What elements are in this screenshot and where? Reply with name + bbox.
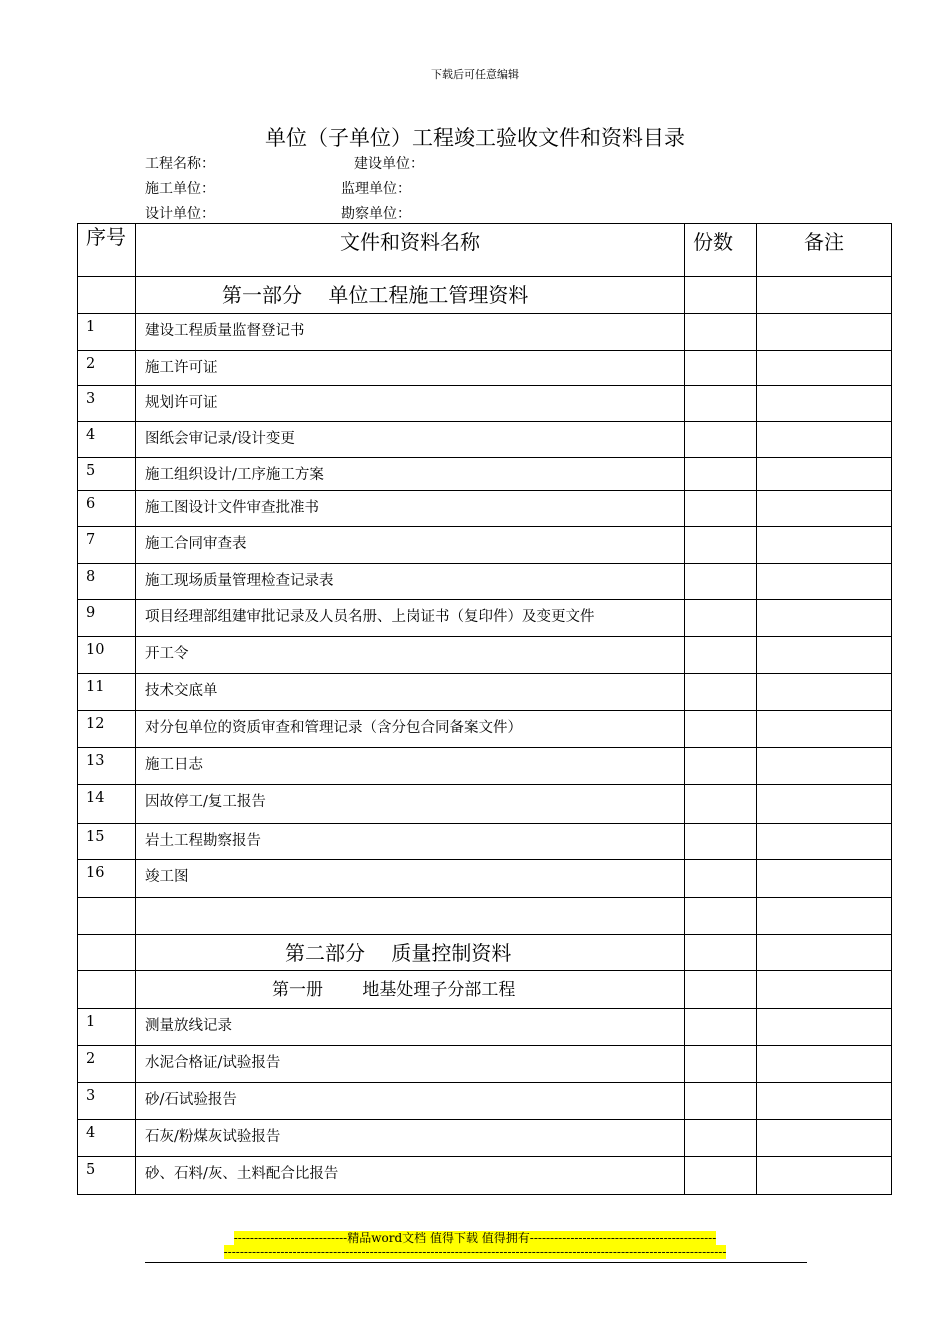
surveyor-label: 勘察单位：	[341, 206, 411, 222]
part1-row-name: 施工组织设计/工序施工方案	[136, 458, 685, 491]
part1-row-no: 4	[78, 422, 136, 458]
part2-row-no: 1	[78, 1009, 136, 1046]
table-row	[78, 527, 892, 564]
table-row	[78, 564, 892, 600]
table-row	[78, 1083, 892, 1120]
supervisor-label: 监理单位：	[341, 181, 411, 197]
remark-cell	[757, 422, 892, 458]
table-row	[78, 491, 892, 527]
blank-name-cell	[136, 898, 685, 935]
table-row	[78, 351, 892, 386]
table-row	[78, 600, 892, 637]
remark-cell	[757, 785, 892, 824]
table-row	[78, 1157, 892, 1195]
remark-cell	[757, 1009, 892, 1046]
part2-row-name: 水泥合格证/试验报告	[136, 1046, 685, 1083]
header-count: 份数	[685, 224, 757, 277]
header-name: 文件和资料名称	[136, 224, 685, 277]
document-table	[77, 223, 892, 1195]
remark-cell	[757, 824, 892, 860]
part1-row-no: 10	[78, 637, 136, 674]
table-row	[78, 637, 892, 674]
table-row	[78, 314, 892, 351]
header-remark: 备注	[757, 224, 892, 277]
part1-row-name: 施工现场质量管理检查记录表	[136, 564, 685, 600]
remark-cell	[757, 277, 892, 314]
section-no-cell	[78, 971, 136, 1009]
count-cell	[685, 1009, 757, 1046]
count-cell	[685, 386, 757, 422]
part1-row-name: 施工许可证	[136, 351, 685, 386]
part1-row-no: 8	[78, 564, 136, 600]
part1-row-name: 规划许可证	[136, 386, 685, 422]
table-row	[78, 1009, 892, 1046]
count-cell	[685, 971, 757, 1009]
remark-cell	[757, 314, 892, 351]
remark-cell	[757, 935, 892, 971]
part1-row-name: 技术交底单	[136, 674, 685, 711]
part1-row-name: 项目经理部组建审批记录及人员名册、上岗证书（复印件）及变更文件	[136, 600, 685, 637]
count-cell	[685, 637, 757, 674]
footer-line-1	[0, 1229, 950, 1246]
count-cell	[685, 935, 757, 971]
count-cell	[685, 491, 757, 527]
blank-no-cell	[78, 898, 136, 935]
part1-row-name: 建设工程质量监督登记书	[136, 314, 685, 351]
part1-row-no: 3	[78, 386, 136, 422]
footer-highlight-2: ----------------------------------------------------------------------------------------------------------------------------	[223, 1245, 727, 1259]
remark-cell	[757, 748, 892, 785]
part1-row-no: 1	[78, 314, 136, 351]
volume1-section-row	[78, 971, 892, 1009]
part1-row-name: 岩土工程勘察报告	[136, 824, 685, 860]
part2-row-name: 砂/石试验报告	[136, 1083, 685, 1120]
part1-row-name: 施工合同审查表	[136, 527, 685, 564]
count-cell	[685, 277, 757, 314]
remark-cell	[757, 564, 892, 600]
table-row	[78, 458, 892, 491]
section-no-cell	[78, 935, 136, 971]
part1-section-row	[78, 277, 892, 314]
part1-row-no: 7	[78, 527, 136, 564]
table-row	[78, 1046, 892, 1083]
count-cell	[685, 600, 757, 637]
header-note: 下载后可任意编辑	[431, 68, 519, 81]
part2-row-no: 5	[78, 1157, 136, 1195]
footer-highlight-1: ----------------------------精品word文档 值得下载 值得拥有----------------------------------------------	[233, 1231, 717, 1245]
count-cell	[685, 711, 757, 748]
part1-row-no: 5	[78, 458, 136, 491]
remark-cell	[757, 637, 892, 674]
table-row	[78, 824, 892, 860]
part1-row-no: 9	[78, 600, 136, 637]
meta-row-3	[145, 203, 411, 223]
count-cell	[685, 458, 757, 491]
count-cell	[685, 1120, 757, 1157]
count-cell	[685, 824, 757, 860]
remark-cell	[757, 386, 892, 422]
count-cell	[685, 422, 757, 458]
blank-remark-cell	[757, 898, 892, 935]
count-cell	[685, 564, 757, 600]
part1-row-no: 12	[78, 711, 136, 748]
remark-cell	[757, 600, 892, 637]
meta-row-1	[145, 153, 424, 173]
part1-row-name: 开工令	[136, 637, 685, 674]
footer-rule	[145, 1262, 807, 1263]
table-row	[78, 1120, 892, 1157]
remark-cell	[757, 1046, 892, 1083]
part1-row-name: 图纸会审记录/设计变更	[136, 422, 685, 458]
remark-cell	[757, 1157, 892, 1195]
remark-cell	[757, 458, 892, 491]
document-title: 单位（子单位）工程竣工验收文件和资料目录	[265, 126, 685, 150]
part1-row-no: 14	[78, 785, 136, 824]
blank-row	[78, 898, 892, 935]
table-row	[78, 711, 892, 748]
table-row	[78, 748, 892, 785]
part1-section-row-title: 第一部分 单位工程施工管理资料	[136, 277, 685, 314]
part1-row-no: 13	[78, 748, 136, 785]
count-cell	[685, 674, 757, 711]
table-row	[78, 386, 892, 422]
part1-row-name: 竣工图	[136, 860, 685, 898]
volume1-section-row-title: 第一册 地基处理子分部工程	[136, 971, 685, 1009]
blank-count-cell	[685, 898, 757, 935]
part1-row-no: 2	[78, 351, 136, 386]
construction-unit-label: 建设单位：	[354, 156, 424, 172]
part2-row-no: 3	[78, 1083, 136, 1120]
part2-row-no: 4	[78, 1120, 136, 1157]
remark-cell	[757, 711, 892, 748]
remark-cell	[757, 351, 892, 386]
part2-row-name: 石灰/粉煤灰试验报告	[136, 1120, 685, 1157]
remark-cell	[757, 527, 892, 564]
project-name-label: 工程名称：	[145, 156, 215, 172]
part1-row-name: 施工图设计文件审查批准书	[136, 491, 685, 527]
section-no-cell	[78, 277, 136, 314]
designer-label: 设计单位：	[145, 206, 215, 222]
count-cell	[685, 1083, 757, 1120]
remark-cell	[757, 491, 892, 527]
part2-row-name: 测量放线记录	[136, 1009, 685, 1046]
footer-line-2	[0, 1245, 950, 1259]
count-cell	[685, 351, 757, 386]
part1-row-name: 施工日志	[136, 748, 685, 785]
part2-row-name: 砂、石料/灰、土料配合比报告	[136, 1157, 685, 1195]
part1-row-no: 16	[78, 860, 136, 898]
part2-section-row-title: 第二部分 质量控制资料	[136, 935, 685, 971]
count-cell	[685, 1046, 757, 1083]
part2-section-row	[78, 935, 892, 971]
remark-cell	[757, 674, 892, 711]
part1-row-no: 6	[78, 491, 136, 527]
count-cell	[685, 785, 757, 824]
builder-label: 施工单位：	[145, 181, 215, 197]
header-no: 序号	[78, 224, 136, 277]
count-cell	[685, 1157, 757, 1195]
part1-row-no: 11	[78, 674, 136, 711]
table-row	[78, 674, 892, 711]
part1-row-no: 15	[78, 824, 136, 860]
remark-cell	[757, 860, 892, 898]
meta-row-2	[145, 178, 411, 198]
count-cell	[685, 527, 757, 564]
table-row	[78, 422, 892, 458]
part1-row-name: 因故停工/复工报告	[136, 785, 685, 824]
count-cell	[685, 748, 757, 785]
remark-cell	[757, 1083, 892, 1120]
remark-cell	[757, 1120, 892, 1157]
table-row	[78, 785, 892, 824]
part1-row-name: 对分包单位的资质审查和管理记录（含分包合同备案文件）	[136, 711, 685, 748]
count-cell	[685, 860, 757, 898]
table-row	[78, 860, 892, 898]
table-header-row	[78, 224, 892, 277]
count-cell	[685, 314, 757, 351]
remark-cell	[757, 971, 892, 1009]
part2-row-no: 2	[78, 1046, 136, 1083]
